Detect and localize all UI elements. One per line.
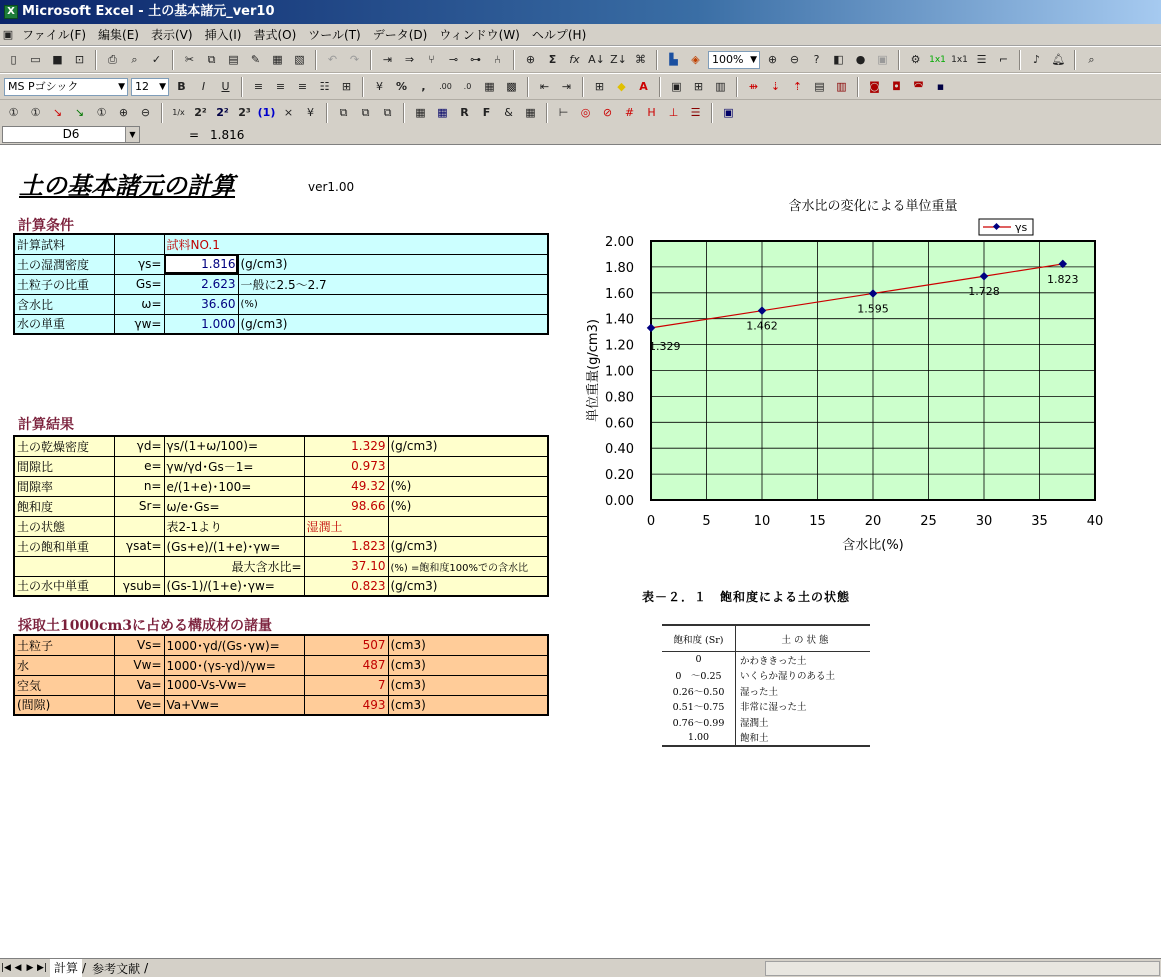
ref-table-row <box>662 668 870 684</box>
result-row <box>14 576 548 596</box>
y-tick-label: 0.00 <box>605 494 634 509</box>
row-height-icon[interactable]: ▥ <box>836 80 847 93</box>
tab-calc[interactable]: 計算 <box>50 959 82 977</box>
ref-header-saturation: 飽和度 (Sr) <box>662 626 736 651</box>
magnifier-icon[interactable]: ⌕ <box>1088 52 1095 66</box>
note-icon[interactable]: ♪ <box>1032 53 1041 66</box>
trace-precedents-icon[interactable]: ⇥ <box>382 53 393 66</box>
cell[interactable]: 土の状態 <box>14 516 114 536</box>
first-sheet-icon[interactable]: |◀ <box>1 963 11 973</box>
ref-table-row <box>662 652 870 668</box>
cell[interactable]: (g/cm3) <box>388 536 548 556</box>
grid-icon[interactable]: ▩ <box>506 80 517 93</box>
align-left-icon[interactable]: ≡ <box>253 80 264 93</box>
cell[interactable]: Gs= <box>114 274 164 294</box>
zoom-select[interactable]: 100% ▼ <box>708 51 760 69</box>
find-icon[interactable]: ⌘ <box>635 53 646 66</box>
result-row <box>14 516 548 536</box>
sheet-delete-icon[interactable]: ◚ <box>913 80 924 93</box>
sheet-version: ver1.00 <box>308 180 355 194</box>
formatting-toolbar <box>0 74 1161 100</box>
formula-bar <box>0 125 1161 145</box>
ref-saturation: 0 <box>662 652 736 668</box>
zoom-box2-icon[interactable]: ⊖ <box>140 106 151 119</box>
cell[interactable]: (cm3) <box>388 635 548 655</box>
workbook-icon[interactable]: ▣ <box>2 28 14 41</box>
last-sheet-icon[interactable]: ▶| <box>37 963 47 973</box>
ref-state: 飽和土 <box>740 733 769 745</box>
sheet-move-icon[interactable]: ◘ <box>892 80 901 93</box>
sheet-copy-icon[interactable]: ◙ <box>869 80 880 93</box>
unit-weight-chart[interactable] <box>575 186 1115 566</box>
cell[interactable]: 土の水中単重 <box>14 576 114 596</box>
hyperlink-icon[interactable]: ⊕ <box>525 53 536 66</box>
cell[interactable]: 含水比 <box>14 294 114 314</box>
sort-descending-icon[interactable]: Z↓ <box>610 53 627 66</box>
y-tick-label: 0.60 <box>605 416 634 432</box>
connector-icon[interactable]: ⌐ <box>998 53 1009 66</box>
cell[interactable]: (g/cm3) <box>388 576 548 596</box>
cell[interactable]: Sr= <box>114 496 164 516</box>
cell[interactable]: (Gs-1)/(1+e)･γw= <box>164 576 304 596</box>
menu-view[interactable]: 表示(V) <box>150 28 193 42</box>
worksheet[interactable] <box>0 146 1161 958</box>
function-icon[interactable]: fx <box>569 53 580 66</box>
x-tick-label: 30 <box>975 514 993 529</box>
cube-icon[interactable]: 2³ <box>238 106 251 119</box>
conditions-table <box>13 233 549 335</box>
screen-icon[interactable]: ▣ <box>723 106 734 119</box>
x-tick-label: 5 <box>702 514 711 529</box>
window-title-bar <box>0 0 1161 24</box>
cell[interactable]: 試料NO.1 <box>164 234 548 254</box>
decrease-decimal-icon[interactable]: .0 <box>463 82 472 91</box>
macro-icon[interactable]: ⚙ <box>910 53 921 66</box>
cell[interactable]: Vw= <box>114 655 164 675</box>
ampersand-icon[interactable]: & <box>504 106 513 119</box>
green-1x1-icon[interactable]: 1x1 <box>929 54 946 65</box>
cell[interactable]: (%) <box>388 496 548 516</box>
cell[interactable]: Vs= <box>114 635 164 655</box>
cell[interactable]: γw/γd･Gs－1= <box>164 456 304 476</box>
cell[interactable]: 間隙比 <box>14 456 114 476</box>
cell[interactable]: 空気 <box>14 675 114 695</box>
x-tick-label: 10 <box>753 514 771 529</box>
redo-icon[interactable]: ↷ <box>349 53 360 66</box>
results-table <box>13 435 549 597</box>
cell[interactable]: (g/cm3) <box>238 254 548 274</box>
cell[interactable]: 水の単重 <box>14 314 114 334</box>
legend-label: γs <box>1015 221 1028 234</box>
x-tick-label: 35 <box>1031 514 1048 529</box>
sheet-title: 土の基本諸元の計算 <box>19 171 235 200</box>
r-icon[interactable]: R <box>460 106 469 119</box>
list-icon[interactable]: ☰ <box>690 106 701 119</box>
research-icon[interactable]: ▧ <box>294 53 305 66</box>
result-row <box>14 496 548 516</box>
print-preview-icon[interactable]: ⌕ <box>131 52 138 66</box>
cell[interactable]: 0.823 <box>304 576 388 596</box>
hash-icon[interactable]: # <box>624 106 635 119</box>
one-c-icon[interactable]: ① <box>96 106 107 119</box>
cell[interactable]: (%) <box>388 476 548 496</box>
copy-c-icon[interactable]: ⧉ <box>383 105 392 119</box>
borders-icon[interactable]: ⊞ <box>594 80 605 93</box>
arrow-green-icon[interactable]: ↘ <box>74 106 85 119</box>
composition-row <box>14 655 548 675</box>
calc-b-icon[interactable]: ▦ <box>437 106 448 119</box>
formula-equals: = <box>188 127 200 142</box>
cell[interactable]: γs/(1+ω/100)= <box>164 436 304 456</box>
formula-value[interactable]: 1.816 <box>210 127 245 142</box>
arrow-red-icon[interactable]: ↘ <box>52 106 63 119</box>
cell[interactable]: 507 <box>304 635 388 655</box>
help-icon[interactable]: ? <box>813 53 820 66</box>
cell[interactable]: 2.623 <box>164 274 238 294</box>
menu-edit[interactable]: 編集(E) <box>98 28 139 42</box>
composition-table <box>13 634 549 716</box>
copy-icon[interactable]: ⧉ <box>207 52 216 66</box>
y-axis-label: 単位重量(g/cm3) <box>586 319 601 422</box>
result-row <box>14 556 548 576</box>
cut-icon[interactable]: ✂ <box>184 53 195 66</box>
cell[interactable] <box>114 556 164 576</box>
table-icon[interactable]: ▦ <box>484 80 495 93</box>
permission-icon[interactable]: ⊡ <box>74 53 85 66</box>
ref-state: 湿潤土 <box>740 717 769 729</box>
condition-row <box>14 254 548 274</box>
name-box[interactable]: D6 ▼ <box>2 126 140 143</box>
x-tick-label: 40 <box>1086 514 1104 529</box>
cell[interactable]: (cm3) <box>388 695 548 715</box>
cell[interactable]: (g/cm3) <box>388 436 548 456</box>
insert-col-icon[interactable]: ⇻ <box>748 80 759 93</box>
cell[interactable]: 間隙率 <box>14 476 114 496</box>
cell[interactable]: γw= <box>114 314 164 334</box>
y-tick-label: 1.00 <box>605 364 634 380</box>
align-right-icon[interactable]: ≡ <box>297 80 308 93</box>
x-tick-label: 25 <box>920 514 937 529</box>
layout-3-icon[interactable]: ▥ <box>715 80 726 93</box>
composition-heading: 採取土1000cm3に占める構成材の諸量 <box>18 618 273 634</box>
cell[interactable]: 1.329 <box>304 436 388 456</box>
y-tick-label: 1.60 <box>605 286 634 302</box>
data-label: 1.728 <box>968 285 1000 299</box>
cell[interactable]: 487 <box>304 655 388 675</box>
delete-row-icon[interactable]: ⇡ <box>792 80 803 93</box>
remove-dependents-icon[interactable]: ⊶ <box>470 53 481 66</box>
y-tick-label: 1.80 <box>605 260 634 276</box>
ref-table-row <box>662 683 870 699</box>
cell[interactable]: 37.10 <box>304 556 388 576</box>
cell[interactable]: 1000-Vs-Vw= <box>164 675 304 695</box>
ref-table-row <box>662 699 870 715</box>
cell[interactable]: (%) =飽和度100%での含水比 <box>388 556 548 576</box>
cell[interactable]: 土の飽和単重 <box>14 536 114 556</box>
y-tick-label: 0.40 <box>605 442 634 458</box>
bell-icon[interactable]: 🔔︎ <box>1051 53 1066 66</box>
cell[interactable]: Ve= <box>114 695 164 715</box>
save-icon[interactable]: ■ <box>52 53 63 66</box>
cell[interactable]: ω/e･Gs= <box>164 496 304 516</box>
x-tick-label: 15 <box>809 514 826 529</box>
data-label: 1.595 <box>857 302 889 316</box>
condition-row <box>14 234 548 254</box>
y-tick-label: 0.20 <box>605 468 634 484</box>
next-sheet-icon[interactable]: ▶ <box>26 963 34 973</box>
x-axis-label: 含水比(%) <box>842 538 904 553</box>
cell[interactable]: (%) <box>238 294 548 314</box>
cell[interactable]: 1000･(γs-γd)/γw= <box>164 655 304 675</box>
drawing-icon[interactable]: ◈ <box>691 53 700 66</box>
cell[interactable]: γsat= <box>114 536 164 556</box>
menu-window[interactable]: ウィンドウ(W) <box>439 28 520 42</box>
autosum-icon[interactable]: Σ <box>548 53 557 66</box>
chart-wizard-icon[interactable]: ▙ <box>669 53 678 66</box>
cell[interactable]: 36.60 <box>164 294 238 314</box>
cell[interactable]: 計算試料 <box>14 234 114 254</box>
cell[interactable]: γsub= <box>114 576 164 596</box>
menu-data[interactable]: データ(D) <box>372 28 428 42</box>
percent-button[interactable]: % <box>395 80 408 93</box>
result-row <box>14 536 548 556</box>
cell[interactable]: 湿潤土 <box>304 516 388 536</box>
prev-sheet-icon[interactable]: ◀ <box>14 963 22 973</box>
menu-file[interactable]: ファイル(F) <box>22 28 87 42</box>
camera2-icon[interactable]: ▣ <box>877 53 888 66</box>
fraction-icon[interactable]: 1/x <box>172 108 185 117</box>
result-row <box>14 476 548 496</box>
cell[interactable]: 98.66 <box>304 496 388 516</box>
cell[interactable]: e= <box>114 456 164 476</box>
ref-saturation: 0.51～0.75 <box>662 699 736 715</box>
cell[interactable]: 1.823 <box>304 536 388 556</box>
cell[interactable] <box>388 516 548 536</box>
italic-button[interactable]: I <box>201 80 206 93</box>
x-tick-label: 20 <box>864 514 882 529</box>
ref-header-state: 土 の 状 態 <box>781 634 829 646</box>
down-icon[interactable]: ⊥ <box>668 106 679 119</box>
ref-saturation: 0.76～0.99 <box>662 714 736 730</box>
trace-dependents-icon[interactable]: ⇒ <box>404 53 415 66</box>
cell[interactable]: 最大含水比= <box>164 556 304 576</box>
clipboard-icon[interactable]: ▦ <box>272 53 283 66</box>
bold-button[interactable]: B <box>177 80 186 93</box>
yen-icon[interactable]: ¥ <box>307 106 314 119</box>
cell[interactable]: 飽和度 <box>14 496 114 516</box>
cell[interactable]: 49.32 <box>304 476 388 496</box>
custom-toolbar <box>0 100 1161 126</box>
zoom-box-icon[interactable]: ⊕ <box>118 106 129 119</box>
ref-saturation: 0.26～0.50 <box>662 683 736 699</box>
align-center-icon[interactable]: ≡ <box>275 80 286 93</box>
format-painter-icon[interactable]: ✎ <box>250 53 261 66</box>
copy-a-icon[interactable]: ⧉ <box>339 105 348 119</box>
ref-state: かわききった土 <box>740 655 807 667</box>
cell[interactable]: 0.973 <box>304 456 388 476</box>
ref-saturation: 1.00 <box>662 730 736 746</box>
saturation-reference-table <box>662 624 870 747</box>
increase-indent-icon[interactable]: ⇥ <box>561 80 572 93</box>
record-icon[interactable]: ● <box>855 53 866 66</box>
increase-decimal-icon[interactable]: .00 <box>439 82 452 91</box>
1x1-icon[interactable]: 1x1 <box>951 54 968 65</box>
data-label: 1.329 <box>649 339 681 353</box>
condition-row <box>14 294 548 314</box>
cell[interactable]: (g/cm3) <box>238 314 548 334</box>
layout-1-icon[interactable]: ▣ <box>671 80 682 93</box>
name-box-dropdown-icon[interactable]: ▼ <box>125 127 139 142</box>
menu-tools[interactable]: ツール(T) <box>308 28 361 42</box>
cell[interactable]: 7 <box>304 675 388 695</box>
result-row <box>14 436 548 456</box>
menu-format[interactable]: 書式(O) <box>253 28 297 42</box>
cell[interactable] <box>114 516 164 536</box>
ref-table-row <box>662 730 870 746</box>
one-paren-icon[interactable]: (1) <box>257 106 276 119</box>
calc-a-icon[interactable]: ▦ <box>415 106 426 119</box>
y-tick-label: 1.20 <box>605 338 634 354</box>
menu-insert[interactable]: 挿入(I) <box>204 28 242 42</box>
save-sheet-icon[interactable]: ▪ <box>936 80 945 93</box>
sheet-tabs-bar: |◀ ◀ ▶ ▶| 計算 / 参考文献 / <box>0 958 1161 977</box>
font-size-select[interactable]: 12 ▼ <box>131 78 169 96</box>
calc-c-icon[interactable]: ▦ <box>525 106 536 119</box>
spelling-icon[interactable]: ✓ <box>151 53 162 66</box>
active-cell-d6[interactable]: 1.816 <box>164 254 238 274</box>
composition-row <box>14 695 548 715</box>
f-icon[interactable]: F <box>482 106 491 119</box>
condition-row <box>14 274 548 294</box>
cell[interactable]: (Gs+e)/(1+e)･γw= <box>164 536 304 556</box>
print-icon[interactable]: ⎙ <box>108 52 117 66</box>
remove-arrows-icon[interactable]: ⑂ <box>428 53 435 66</box>
cell[interactable] <box>114 234 164 254</box>
menu-bar <box>0 24 1161 46</box>
cell[interactable]: 水 <box>14 655 114 675</box>
comma-button[interactable]: , <box>421 80 426 93</box>
tab-references[interactable]: 参考文献 <box>92 961 141 976</box>
cell[interactable]: 土の乾燥密度 <box>14 436 114 456</box>
one-icon[interactable]: ① <box>8 106 19 119</box>
window-title: Microsoft Excel - 土の基本諸元_ver10 <box>22 4 275 19</box>
circle-b-icon[interactable]: ⊘ <box>602 106 613 119</box>
square-blue-icon[interactable]: 2² <box>216 106 229 119</box>
insert-row-icon[interactable]: ⇣ <box>770 80 781 93</box>
composition-row <box>14 635 548 655</box>
cell[interactable]: (cm3) <box>388 655 548 675</box>
cell[interactable]: n= <box>114 476 164 496</box>
zoom-in-icon[interactable]: ⊕ <box>767 53 778 66</box>
font-name-select[interactable]: MS Pゴシック ▼ <box>4 78 128 96</box>
y-tick-label: 0.80 <box>605 390 634 406</box>
fill-color-icon[interactable]: ◆ <box>617 80 626 93</box>
horizontal-scrollbar[interactable] <box>765 961 1160 976</box>
ref-table-title: 表－２．１ 飽和度による土の状態 <box>642 590 851 604</box>
open-icon[interactable]: ▭ <box>30 53 41 66</box>
conditions-heading: 計算条件 <box>18 218 74 234</box>
cell[interactable]: γs= <box>114 254 164 274</box>
ref-state: 湿った土 <box>740 686 779 698</box>
results-heading: 計算結果 <box>18 417 74 433</box>
excel-app-icon[interactable]: X <box>4 5 18 19</box>
bracket-icon[interactable]: ⊢ <box>558 106 569 119</box>
square-icon[interactable]: 2² <box>194 106 207 119</box>
cell[interactable]: 1.000 <box>164 314 238 334</box>
cell[interactable]: Va+Vw= <box>164 695 304 715</box>
layout-2-icon[interactable]: ⊞ <box>693 80 704 93</box>
cell[interactable]: 土粒子の比重 <box>14 274 114 294</box>
paste-icon[interactable]: ▤ <box>228 53 239 66</box>
ref-table-row <box>662 714 870 730</box>
ref-state: いくらか湿りのある土 <box>740 671 836 683</box>
camera-icon[interactable]: ◧ <box>833 53 844 66</box>
h-icon[interactable]: H <box>647 106 656 119</box>
decrease-indent-icon[interactable]: ⇤ <box>539 80 550 93</box>
ref-state: 非常に湿った土 <box>740 702 807 714</box>
col-width-icon[interactable]: ▤ <box>814 80 825 93</box>
cell[interactable]: 1000･γd/(Gs･γw)= <box>164 635 304 655</box>
lines-icon[interactable]: ☰ <box>976 53 987 66</box>
zoom-out-icon[interactable]: ⊖ <box>789 53 800 66</box>
chart-title: 含水比の変化による単位重量 <box>788 199 958 214</box>
y-tick-label: 1.40 <box>605 312 634 328</box>
cell[interactable]: (間隙) <box>14 695 114 715</box>
cell[interactable]: ω= <box>114 294 164 314</box>
new-icon[interactable]: ▯ <box>10 53 17 66</box>
distribute-icon[interactable]: ☷ <box>319 80 330 93</box>
cell[interactable]: 土の湿潤密度 <box>14 254 114 274</box>
sort-ascending-icon[interactable]: A↓ <box>588 53 605 66</box>
condition-row <box>14 314 548 334</box>
y-tick-label: 2.00 <box>605 235 634 250</box>
cell[interactable] <box>388 456 548 476</box>
cell[interactable]: 土粒子 <box>14 635 114 655</box>
one-b-icon[interactable]: ① <box>30 106 41 119</box>
cell[interactable]: Va= <box>114 675 164 695</box>
cell[interactable] <box>14 556 114 576</box>
cell[interactable]: (cm3) <box>388 675 548 695</box>
trace-error-icon[interactable]: ⊸ <box>448 53 459 66</box>
result-row <box>14 456 548 476</box>
x-tick-label: 0 <box>646 514 656 529</box>
merge-center-icon[interactable]: ⊞ <box>341 80 352 93</box>
audit-icon[interactable]: ⑃ <box>494 53 501 66</box>
data-label: 1.823 <box>1047 272 1079 286</box>
standard-toolbar <box>0 47 1161 73</box>
cell[interactable]: 493 <box>304 695 388 715</box>
cell[interactable]: 表2-1より <box>164 516 304 536</box>
ref-saturation: 0 ～0.25 <box>662 668 736 684</box>
underline-button[interactable]: U <box>221 80 230 93</box>
undo-icon[interactable]: ↶ <box>327 53 338 66</box>
menu-help[interactable]: ヘルプ(H) <box>531 28 587 42</box>
copy-b-icon[interactable]: ⧉ <box>361 105 370 119</box>
composition-row <box>14 675 548 695</box>
cell[interactable]: γd= <box>114 436 164 456</box>
currency-icon[interactable]: ¥ <box>376 80 383 93</box>
circle-a-icon[interactable]: ◎ <box>580 106 591 119</box>
multiply-icon[interactable]: × <box>283 106 294 119</box>
cell[interactable]: 一般に2.5～2.7 <box>238 274 548 294</box>
data-label: 1.462 <box>746 319 778 333</box>
font-color-icon[interactable]: A <box>639 80 648 93</box>
cell[interactable]: e/(1+e)･100= <box>164 476 304 496</box>
